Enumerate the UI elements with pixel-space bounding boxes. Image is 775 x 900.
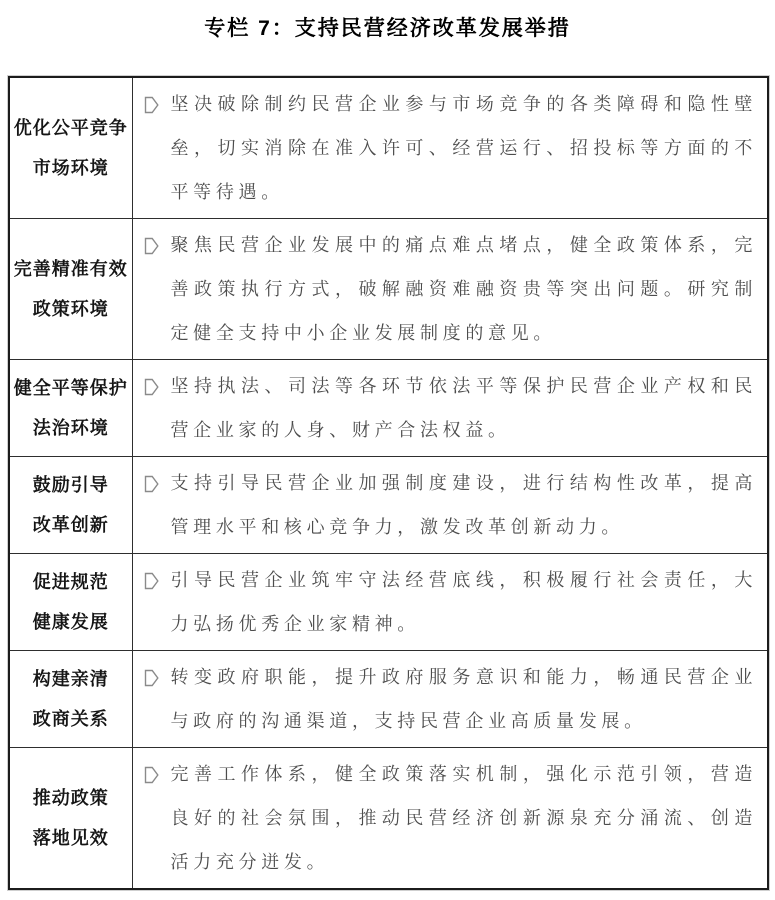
description-inner [133,82,758,214]
description-text: 引导民营企业筑牢守法经营底线，积极履行社会责任，大力弘扬优秀企业家精神。 [170,570,757,634]
description-cell [132,219,768,360]
right-arrow-outline-icon [133,96,171,114]
category-cell [9,360,132,457]
table-row [9,554,768,651]
category-cell [9,748,132,890]
category-line: 政策环境 [32,299,109,319]
table-row [9,360,768,457]
description-cell [132,457,768,554]
category-line: 鼓励引导 [32,475,109,495]
table-row [9,651,768,748]
category-line: 市场环境 [32,158,109,178]
description-text: 支持引导民营企业加强制度建设，进行结构性改革，提高管理水平和核心竞争力，激发改革创新动力。 [170,473,757,537]
description-text: 坚决破除制约民营企业参与市场竞争的各类障碍和隐性壁垒，切实消除在准入许可、经营运行、招投标等方面的不平等待遇。 [170,94,757,202]
description-inner [133,461,758,549]
category-cell [9,219,132,360]
category-cell [9,554,132,651]
category-line: 构建亲清 [32,669,109,689]
category-line: 健康发展 [32,612,109,632]
table-row [9,748,768,890]
right-arrow-outline-icon [133,572,171,590]
page-title: 专栏 7：支持民营经济改革发展举措 [204,17,571,40]
category-line: 优化公平竞争 [13,118,128,138]
description-text: 聚焦民营企业发展中的痛点难点堵点，健全政策体系，完善政策执行方式，破解融资难融资贵等突出问题。研究制定健全支持中小企业发展制度的意见。 [170,235,757,343]
description-inner [133,752,758,884]
description-cell [132,77,768,219]
category-line: 法治环境 [32,418,109,438]
category-cell [9,77,132,219]
category-line: 健全平等保护 [13,378,128,398]
description-inner [133,364,758,452]
description-inner [133,223,758,355]
category-line: 改革创新 [32,515,109,535]
description-inner [133,558,758,646]
category-line: 落地见效 [32,828,109,848]
description-cell [132,554,768,651]
table-row [9,77,768,219]
measures-table [8,76,769,890]
right-arrow-outline-icon [133,475,171,493]
right-arrow-outline-icon [133,237,171,255]
description-text: 完善工作体系，健全政策落实机制，强化示范引领，营造良好的社会氛围，推动民营经济创新源泉充分涌流、创造活力充分迸发。 [170,764,757,872]
description-cell [132,360,768,457]
right-arrow-outline-icon [133,378,171,396]
category-line: 完善精准有效 [13,259,128,279]
category-line: 促进规范 [32,572,109,592]
table-row [9,219,768,360]
category-cell [9,651,132,748]
category-line: 推动政策 [32,788,109,808]
right-arrow-outline-icon [133,766,171,784]
description-text: 坚持执法、司法等各环节依法平等保护民营企业产权和民营企业家的人身、财产合法权益。 [170,376,757,440]
table-row [9,457,768,554]
description-cell [132,651,768,748]
table-body [9,77,768,889]
description-inner [133,655,758,743]
category-cell [9,457,132,554]
description-text: 转变政府职能，提升政府服务意识和能力，畅通民营企业与政府的沟通渠道，支持民营企业高质量发展。 [170,667,757,731]
right-arrow-outline-icon [133,669,171,687]
category-line: 政商关系 [32,709,109,729]
description-cell [132,748,768,890]
